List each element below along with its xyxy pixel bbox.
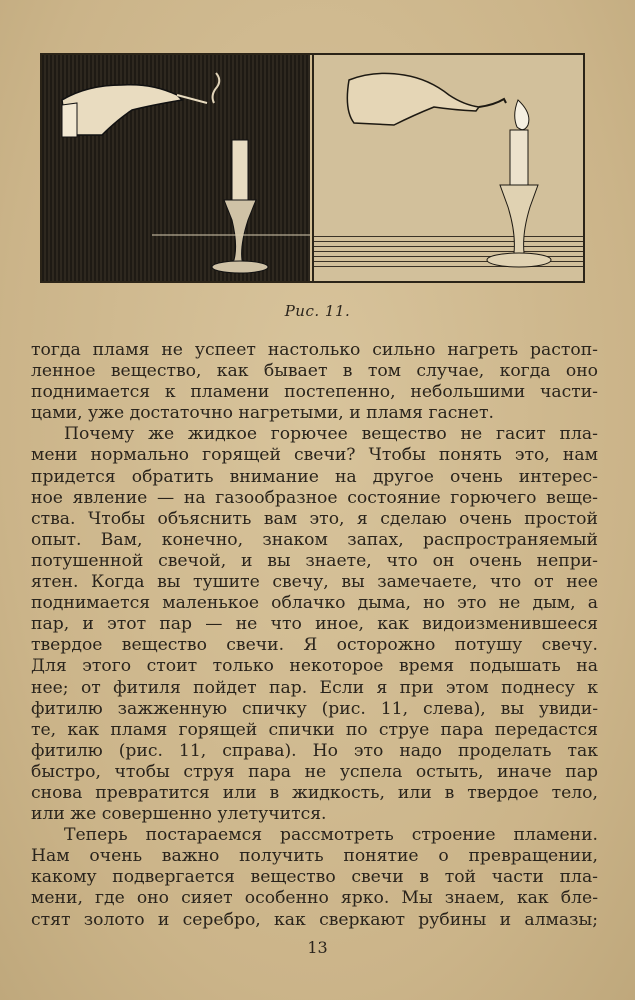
- text-line: те, как пламя горящей спички по струе пара передастся: [31, 719, 598, 740]
- hand-match-candle-light-icon: [314, 55, 585, 281]
- text-line: ства. Чтобы объяснить вам это, я сделаю очень простой: [31, 508, 598, 529]
- text-line: пар, и этот пар — не что иное, как видоизменившееся: [31, 614, 598, 635]
- text-line: тогда пламя не успеет настолько сильно нагреть растоп-: [31, 340, 598, 360]
- page-number: 13: [307, 938, 328, 957]
- illustration-left-panel: [42, 55, 310, 281]
- text-line: ятен. Когда вы тушите свечу, вы замечаете, что от нее: [31, 572, 598, 593]
- text-line: цами, уже достаточно нагретыми, и пламя гаснет.: [31, 403, 494, 424]
- text-line: какому подвергается вещество свечи в той части пла-: [31, 867, 598, 888]
- text-line: ное явление — на газообразное состояние горючего веще-: [31, 487, 598, 508]
- text-line: или же совершенно улетучится.: [31, 804, 327, 825]
- text-line: стят золото и серебро, как сверкают рубины и алмазы;: [31, 909, 598, 930]
- text-line: поднимается к пламени постепенно, небольшими части-: [31, 382, 598, 403]
- text-line: нее; от фитиля пойдет пар. Если я при этом поднесу к: [31, 677, 598, 698]
- hand-match-candle-dark-icon: [42, 55, 310, 281]
- text-line: мени нормально горящей свечи? Чтобы понять это, нам: [31, 445, 598, 466]
- text-line: снова превратится или в жидкость, или в твердое тело,: [31, 782, 598, 803]
- text-line: твердое вещество свечи. Я осторожно потушу свечу.: [31, 635, 598, 656]
- text-line: мени, где оно сияет особенно ярко. Мы знаем, как бле-: [31, 888, 598, 909]
- text-line: потушенной свечой, и вы знаете, что он очень непри-: [31, 550, 598, 571]
- text-line: поднимается маленькое облачко дыма, но это не дым, а: [31, 593, 598, 614]
- text-line: Нам очень важно получить понятие о превращении,: [31, 846, 598, 867]
- text-line: придется обратить внимание на другое очень интерес-: [31, 466, 598, 487]
- figure-caption: Рис. 11.: [284, 302, 351, 320]
- text-line: фитилю зажженную спичку (рис. 11, слева), вы увиди-: [31, 698, 598, 719]
- text-line: Для этого стоит только некоторое время подышать на: [31, 656, 598, 677]
- text-line: Почему же жидкое горючее вещество не гасит пла-: [64, 424, 598, 445]
- body-text: [31, 340, 598, 931]
- text-line: фитилю (рис. 11, справа). Но это надо проделать так: [31, 740, 598, 761]
- text-line: Теперь постараемся рассмотреть строение пламени.: [64, 825, 598, 846]
- text-line: ленное вещество, как бывает в том случае, когда оно: [31, 361, 598, 382]
- illustration-candle-experiment: [40, 53, 585, 283]
- illustration-right-panel: [312, 55, 583, 281]
- text-line: опыт. Вам, конечно, знаком запах, распространяемый: [31, 529, 598, 550]
- text-line: быстро, чтобы струя пара не успела остыть, иначе пар: [31, 761, 598, 782]
